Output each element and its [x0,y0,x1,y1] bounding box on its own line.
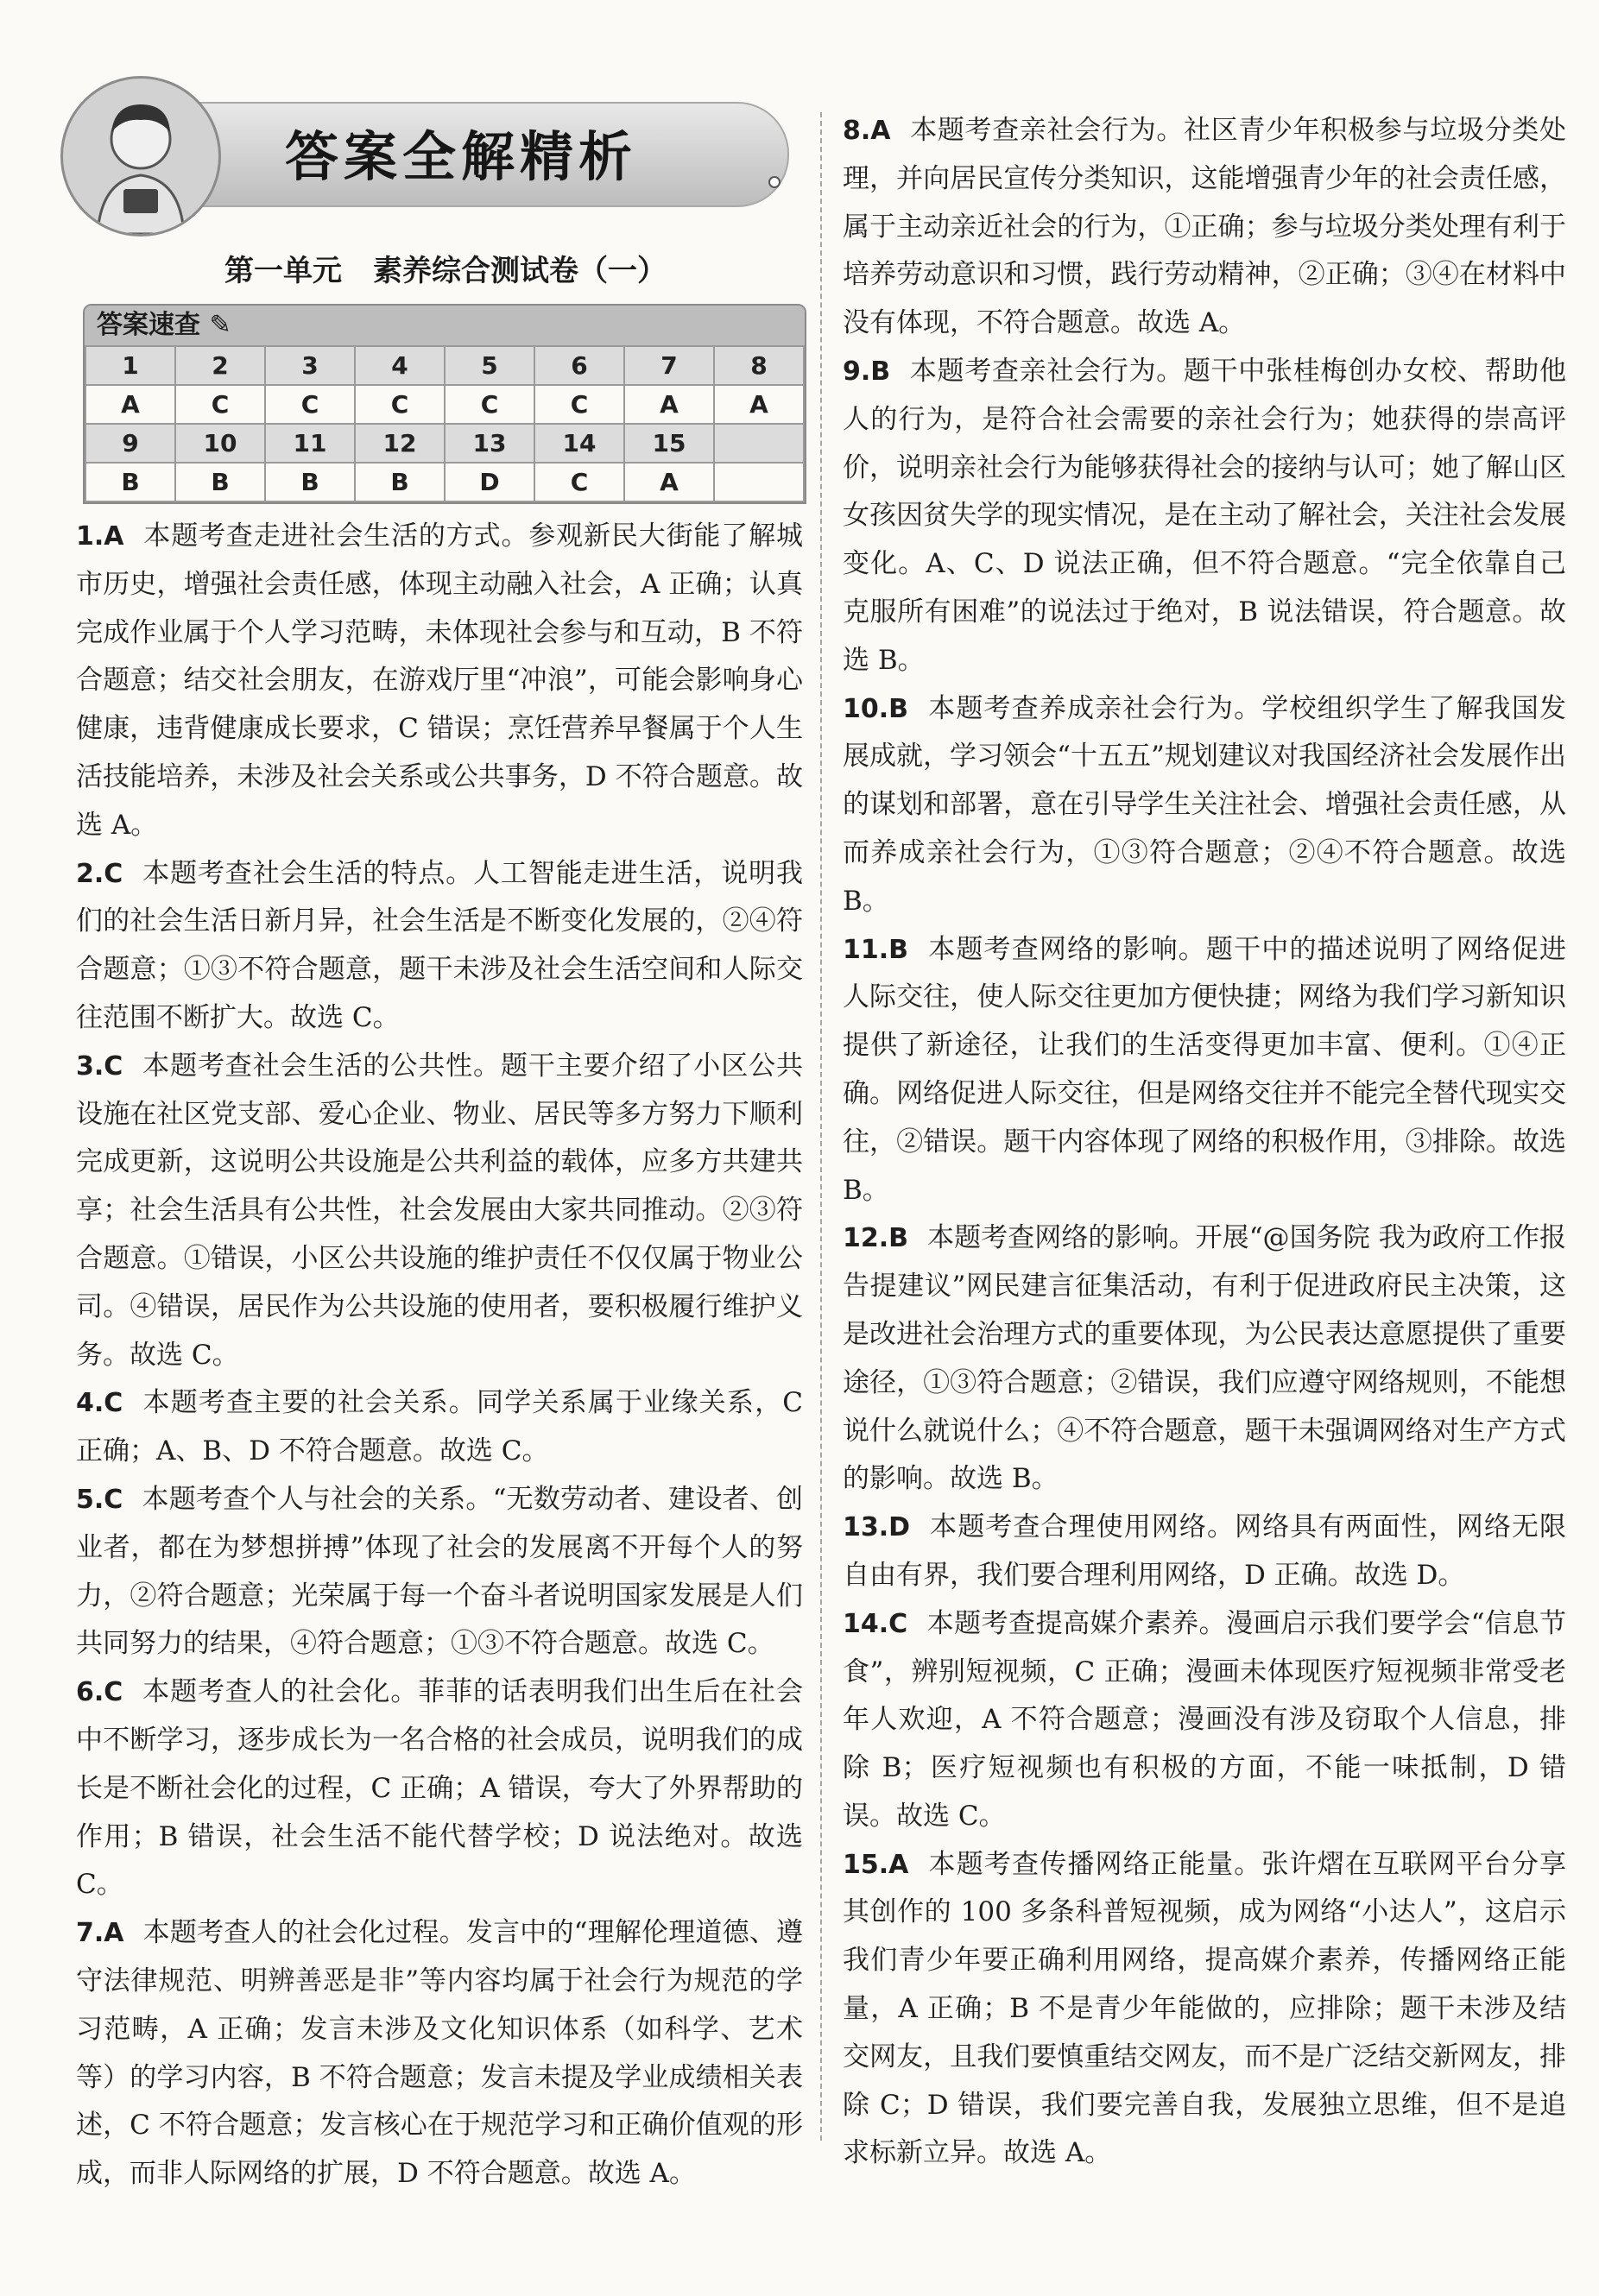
quick-answer-heading: 答案速查 ✎ [85,306,805,345]
answer-item [843,1504,1566,1600]
pencil-icon: ✎ [209,310,231,340]
item-text: 本题考查亲社会行为。题干中张桂梅创办女校、帮助他人的行为，是符合社会需要的亲社会行为；她获得的崇高评价，说明亲社会行为能够获得社会的接纳与认可；她了解山区女孩因贫失学的现实情况，是在主动了解社会，关注社会发展变化。A、C、D 说法正确，但不符合题意。“完全依靠自己克服所有困难”的说法过于绝对，B 说法错误，符合题意。故选 B。 [843,355,1566,676]
item-text: 本题考查主要的社会关系。同学关系属于业缘关系，C 正确；A、B、D 不符合题意。故选 C。 [76,1387,803,1467]
answer-letter: C [534,463,624,501]
answer-item [843,1214,1566,1504]
column-divider [820,112,822,2141]
item-text: 本题考查养成亲社会行为。学校组织学生了解我国发展成就，学习领会“十五五”规划建议对我国经济社会发展作出的谋划和部署，意在引导学生关注社会、增强社会责任感，从而养成亲社会行为，①③符合题意；②④不符合题意。故选 B。 [843,692,1566,917]
item-number: 3.C [76,1050,123,1082]
answer-letter: A [624,385,714,424]
unit-title-part1: 第一单元 [224,254,342,288]
answer-item [843,926,1566,1215]
item-number: 13.D [843,1512,911,1543]
item-text: 本题考查社会生活的特点。人工智能走进生活，说明我们的社会生活日新月异，社会生活是不断变化发展的，②④符合题意；①③不符合题意，题干未涉及社会生活空间和人际交往范围不断扩大。故选 C。 [76,857,803,1033]
item-text: 本题考查社会生活的公共性。题干主要介绍了小区公共设施在社区党支部、爱心企业、物业、居民等多方努力下顺利完成更新，这说明公共设施是公共利益的载体，应多方共建共享；社会生活具有公共性，社会发展由大家共同推动。②③符合题意。①错误，小区公共设施的维护责任不仅仅属于物业公司。④错误，居民作为公共设施的使用者，要积极履行维护义务。故选 C。 [76,1050,803,1371]
answer-letter: A [85,385,175,424]
header-banner [60,76,803,224]
item-text: 本题考查合理使用网络。网络具有两面性，网络无限自由有界，我们要合理利用网络，D 正确。故选 D。 [843,1511,1566,1591]
item-text: 本题考查传播网络正能量。张许熠在互联网平台分享其创作的 100 多条科普短视频，成为网络“小达人”，这启示我们青少年要正确利用网络，提高媒介素养，传播网络正能量，A 正确；B 不是青少年能做的，应排除；题干未涉及结交网友，且我们要慎重结交网友，而不是广泛结交新网友，排除 C；D 错误，我们要完善自我，发展独立思维，但不是追求标新立异。故选 A。 [843,1848,1566,2169]
item-number: 10.B [843,693,909,724]
item-number: 14.C [843,1608,908,1639]
item-text: 本题考查走进社会生活的方式。参观新民大街能了解城市历史，增强社会责任感，体现主动融入社会，A 正确；认真完成作业属于个人学习范畴，未体现社会参与和互动，B 不符合题意；结交社会朋友，在游戏厅里“冲浪”，可能会影响身心健康，违背健康成长要求，C 错误；烹饪营养早餐属于个人生活技能培养，未涉及社会关系或公共事务，D 不符合题意。故选 A。 [76,520,803,841]
question-number: 7 [624,346,714,385]
answer-letter: A [624,463,714,501]
answer-item [76,1379,803,1476]
table-row [85,385,804,424]
question-number: 13 [445,424,534,463]
item-number: 5.C [76,1484,123,1515]
question-number [714,424,804,463]
answer-item [843,107,1566,348]
question-number: 15 [624,424,714,463]
question-number: 11 [265,424,355,463]
answer-letter: A [714,385,804,424]
question-number: 8 [714,346,804,385]
item-text: 本题考查提高媒介素养。漫画启示我们要学会“信息节食”，辨别短视频，C 正确；漫画未体现医疗短视频非常受老年人欢迎，A 不符合题意；漫画没有涉及窃取个人信息，排除 B；医疗短视频也有积极的方面，不能一味抵制，D 错误。故选 C。 [843,1607,1566,1832]
question-number: 2 [175,346,265,385]
unit-title-part2: 素养综合测试卷（一） [373,254,667,288]
question-number: 5 [445,346,534,385]
item-number: 8.A [843,116,891,146]
question-number: 3 [265,346,355,385]
answer-letter: B [85,463,175,501]
table-row [85,463,804,501]
answer-item [843,685,1566,926]
answer-letter: C [175,385,265,424]
question-number: 14 [534,424,624,463]
table-row [85,346,804,385]
question-number: 12 [355,424,445,463]
answer-item [76,1043,803,1380]
answer-letter: D [445,463,534,501]
answer-item [76,1909,803,2198]
answer-letter: B [355,463,445,501]
item-number: 12.B [843,1223,909,1254]
answer-letter: C [265,385,355,424]
question-number: 4 [355,346,445,385]
item-text: 本题考查个人与社会的关系。“无数劳动者、建设者、创业者，都在为梦想拼搏”体现了社会的发展离不开每个人的努力，②符合题意；光荣属于每一个奋斗者说明国家发展是人们共同努力的结果，④符合题意；①③不符合题意。故选 C。 [76,1483,803,1660]
question-number: 10 [175,424,265,463]
answer-letter: C [534,385,624,424]
item-number: 4.C [76,1388,123,1419]
item-number: 11.B [843,934,909,965]
answer-item [843,1841,1566,2179]
left-column [76,513,803,2198]
answer-item [76,1668,803,1909]
unit-title [83,247,808,289]
item-number: 1.A [76,521,124,552]
item-text: 本题考查网络的影响。开展“@国务院 我为政府工作报告提建议”网民建言征集活动，有利于促进政府民主决策，这是改进社会治理方式的重要体现，为公民表达意愿提供了重要途径，①③符合题意；②错误，我们应遵守网络规则，不能想说什么就说什么；④不符合题意，题干未强调网络对生产方式的影响。故选 B。 [843,1222,1566,1495]
answer-item [76,1476,803,1668]
answer-item [76,850,803,1043]
item-number: 6.C [76,1677,123,1708]
question-number: 1 [85,346,175,385]
quick-answer-table [83,304,806,504]
page-title: 答案全解精析 [285,125,638,188]
question-number: 6 [534,346,624,385]
item-number: 15.A [843,1849,909,1880]
answer-letter: C [445,385,534,424]
item-text: 本题考查人的社会化。菲菲的话表明我们出生后在社会中不断学习，逐步成长为一名合格的社会成员，说明我们的成长是不断社会化的过程，C 正确；A 错误，夸大了外界帮助的作用；B 错误，社会生活不能代替学校；D 说法绝对。故选 C。 [76,1676,803,1901]
answer-item [843,1600,1566,1841]
question-number: 9 [85,424,175,463]
student-avatar-icon [60,76,221,237]
item-number: 2.C [76,858,123,889]
item-number: 9.B [843,356,891,387]
item-text: 本题考查人的社会化过程。发言中的“理解伦理道德、遵守法律规范、明辨善恶是非”等内容均属于社会行为规范的学习范畴，A 正确；发言未涉及文化知识体系（如科学、艺术等）的学习内容，B 不符合题意；发言未提及学业成绩相关表述，C 不符合题意；发言核心在于规范学习和正确价值观的形成，而非人际网络的扩展，D 不符合题意。故选 A。 [76,1917,803,2190]
answer-item [76,513,803,850]
table-row [85,424,804,463]
answer-letter: C [355,385,445,424]
banner-dot [768,176,781,188]
right-column [843,107,1566,2178]
item-text: 本题考查亲社会行为。社区青少年积极参与垃圾分类处理，并向居民宣传分类知识，这能增强青少年的社会责任感，属于主动亲近社会的行为，①正确；参与垃圾分类处理有利于培养劳动意识和习惯，践行劳动精神，②正确；③④在材料中没有体现，不符合题意。故选 A。 [843,115,1566,339]
answer-letter: B [265,463,355,501]
answer-letter [714,463,804,501]
item-text: 本题考查网络的影响。题干中的描述说明了网络促进人际交往，使人际交往更加方便快捷；网络为我们学习新知识提供了新途径，让我们的生活变得更加丰富、便利。①④正确。网络促进人际交往，但是网络交往并不能完全替代现实交往，②错误。题干内容体现了网络的积极作用，③排除。故选 B。 [843,933,1566,1206]
item-number: 7.A [76,1918,124,1949]
answer-letter: B [175,463,265,501]
answer-item [843,348,1566,685]
